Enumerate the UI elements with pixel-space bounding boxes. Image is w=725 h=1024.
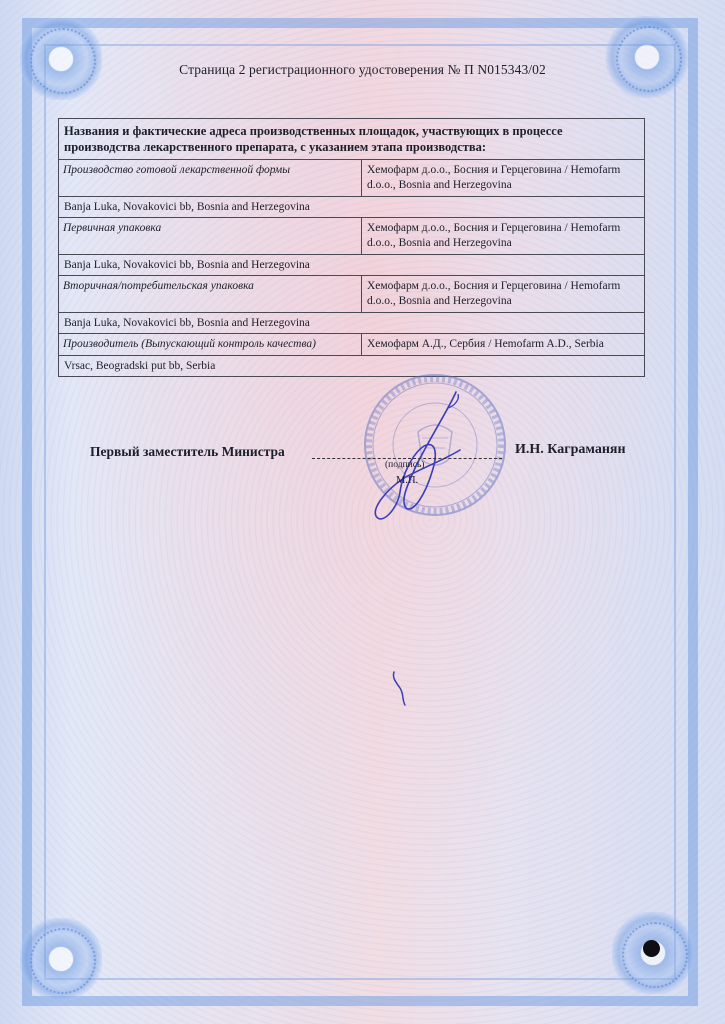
- pen-tick-icon: [388, 668, 412, 708]
- table-row: [59, 218, 644, 255]
- signature-caption: (подпись): [385, 460, 425, 470]
- manufacturer-name: Хемофарм д.о.о., Босния и Герцеговина / Hemofarm d.o.o., Bosnia and Herzegovina: [367, 280, 621, 307]
- manufacturer-address: Banja Luka, Novakovici bb, Bosnia and Herzegovina: [59, 313, 644, 334]
- page-header: Страница 2 регистрационного удостоверения № П N015343/02: [179, 62, 546, 77]
- table-heading: Названия и фактические адреса производственных площадок, участвующих в процессе производства лекарственного препарата, с указанием этапа производства:: [59, 119, 644, 160]
- signer-position: Первый заместитель Министра: [90, 444, 285, 459]
- table-row: [59, 276, 644, 313]
- manufacturer-name: Хемофарм д.о.о., Босния и Герцеговина / Hemofarm d.o.o., Bosnia and Herzegovina: [367, 222, 621, 249]
- manufacturer-address: Banja Luka, Novakovici bb, Bosnia and Herzegovina: [59, 255, 644, 276]
- production-sites-table: [58, 118, 645, 377]
- seal-caption: М.П.: [396, 475, 419, 486]
- table-row: [59, 334, 644, 356]
- signature-line: [312, 458, 502, 459]
- corner-rosette-icon: [20, 18, 102, 100]
- corner-rosette-icon: [20, 918, 102, 1000]
- production-stage: Вторичная/потребительская упаковка: [59, 276, 362, 312]
- punch-hole: [643, 940, 660, 957]
- production-stage: Производитель (Выпускающий контроль качества): [59, 334, 362, 355]
- corner-rosette-icon: [606, 16, 688, 98]
- manufacturer-name: Хемофарм д.о.о., Босния и Герцеговина / Hemofarm d.o.o., Bosnia and Herzegovina: [367, 164, 621, 191]
- signature-block: [0, 442, 725, 502]
- signer-name: И.Н. Каграманян: [515, 442, 626, 457]
- production-stage: Первичная упаковка: [59, 218, 362, 254]
- table-row: [59, 160, 644, 197]
- manufacturer-address: Banja Luka, Novakovici bb, Bosnia and Herzegovina: [59, 197, 644, 218]
- manufacturer-name: Хемофарм А.Д., Сербия / Hemofarm A.D., Serbia: [367, 338, 604, 350]
- manufacturer-address: Vrsac, Beogradski put bb, Serbia: [64, 360, 216, 372]
- production-stage: Производство готовой лекарственной формы: [59, 160, 362, 196]
